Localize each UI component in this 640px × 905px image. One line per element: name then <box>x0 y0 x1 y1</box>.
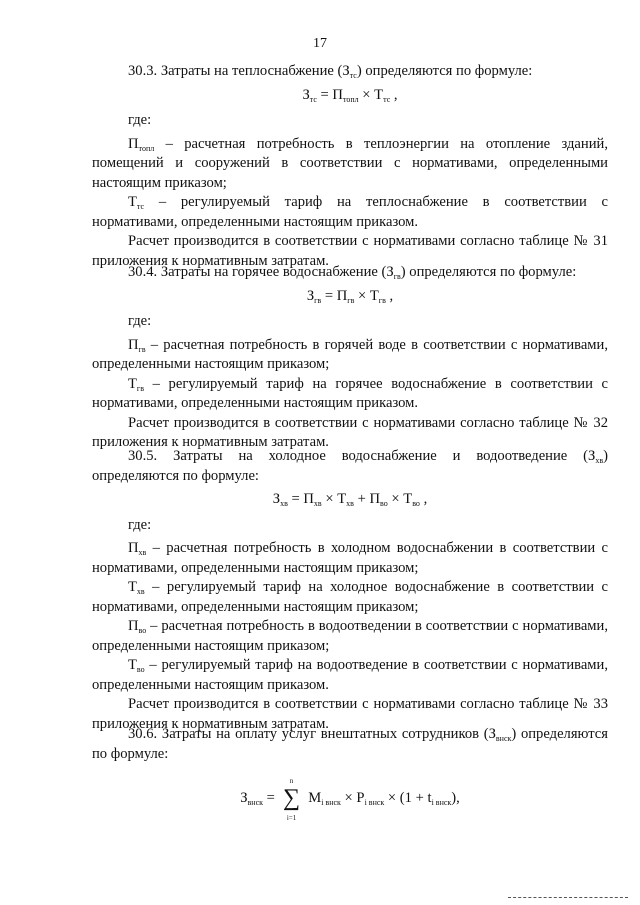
formula-cold-water: $З_{хв} = П_{хв} \times Т_{хв} + П_{во} \times Т_{во}$ , <box>272 491 428 508</box>
definition-item: $П_{хв}$ – расчетная потребность в холодном водоснабжении в соответствии с нормативами, определенными настоящим приказом; <box>92 540 608 576</box>
summation-sign: n ∑ i=1 <box>282 777 301 822</box>
section-30-5-intro: 30.5. Затраты на холодное водоснабжение и водоотведение $(З_{хв})$ определяются по формуле: <box>92 448 608 484</box>
where-label: где: <box>128 516 152 533</box>
formula-external-staff: $З_{внск}$ = n ∑ i=1 $M_{i внск} \times P_{i внск} \times (1 + t_{i внск})$, <box>240 777 460 822</box>
calc-note: Расчет производится в соответствии с нормативами согласно таблице № 32 приложения к нормативным затратам. <box>92 414 608 450</box>
section-30-5 <box>92 447 608 734</box>
page-number: 17 <box>313 36 327 51</box>
calc-note: Расчет производится в соответствии с нормативами согласно таблице № 31 приложения к нормативным затратам. <box>92 233 608 269</box>
definition-item: $Т_{хв}$ – регулируемый тариф на холодное водоснабжение в соответствии с нормативами, определенными настоящим приказом; <box>92 579 608 615</box>
section-30-4 <box>92 263 608 453</box>
definition-item: $П_{во}$ – расчетная потребность в водоотведении в соответствии с нормативами, определенными настоящим приказом; <box>92 618 608 654</box>
where-label: где: <box>128 112 152 128</box>
definition-item: $Т_{во}$ – регулируемый тариф на водоотведение в соответствии с нормативами, определенными настоящим приказом. <box>92 657 608 693</box>
where-label: где: <box>128 313 152 329</box>
definition-item: $Т_{тс}$ – регулируемый тариф на теплоснабжение в соответствии с нормативами, определенными настоящим приказом. <box>92 194 608 230</box>
section-30-3-intro: 30.3. Затраты на теплоснабжение $(З_{тс})$ определяются по формуле: <box>128 63 533 80</box>
section-30-3 <box>92 62 608 271</box>
definition-item: $Т_{гв}$ – регулируемый тариф на горячее водоснабжение в соответствии с нормативами, определенными настоящим приказом. <box>92 375 608 411</box>
footer-rule <box>508 897 628 898</box>
section-30-6-intro: 30.6. Затраты на оплату услуг внештатных сотрудников $(З_{внск})$ определяются по формуле: <box>92 726 608 762</box>
definition-item: $П_{топл}$ – расчетная потребность в теплоэнергии на отопление зданий, помещений и сооружений в соответствии с нормативами, определенными настоящим приказом; <box>92 135 608 191</box>
calc-note: Расчет производится в соответствии с нормативами согласно таблице № 33 приложения к нормативным затратам. <box>92 696 608 732</box>
definition-item: $П_{гв}$ – расчетная потребность в горячей воде в соответствии с нормативами, определенными настоящим приказом; <box>92 336 608 372</box>
section-30-6 <box>92 725 608 822</box>
section-30-4-intro: 30.4. Затраты на горячее водоснабжение $(З_{гв})$ определяются по формуле: <box>128 264 577 281</box>
formula-heat-supply: $З_{тс} = П_{топл} \times Т_{тс}$ , <box>302 86 398 104</box>
formula-hot-water: $З_{гв} = П_{гв} \times Т_{гв}$ , <box>306 287 394 305</box>
